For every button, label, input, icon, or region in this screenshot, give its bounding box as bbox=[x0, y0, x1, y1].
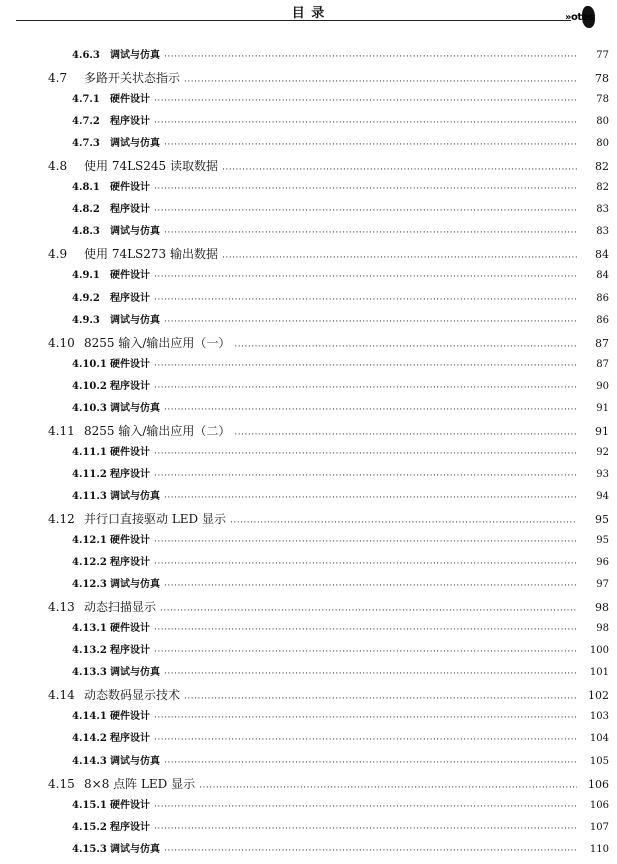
toc-entry-number: 4.8.1 bbox=[72, 182, 100, 194]
toc-entry-number: 4.8.2 bbox=[72, 204, 100, 216]
toc-entry-title: 多路开关状态指示 bbox=[84, 71, 181, 86]
toc-subsection-row[interactable] bbox=[0, 464, 609, 486]
toc-page-number: 104 bbox=[589, 733, 609, 745]
toc-page-number: 80 bbox=[596, 116, 609, 128]
toc-entry-number: 4.12.1 bbox=[72, 535, 107, 547]
toc-entry-title: 调试与仿真 bbox=[110, 314, 160, 326]
toc-page-number: 91 bbox=[595, 424, 609, 438]
toc-subsection-row[interactable] bbox=[0, 552, 609, 574]
toc-subsection-row[interactable] bbox=[0, 398, 609, 420]
toc-entry-title: 程序设计 bbox=[110, 380, 150, 392]
toc-entry-title: 8×8 点阵 LED 显示 bbox=[84, 776, 196, 791]
toc-page-number: 91 bbox=[596, 402, 609, 414]
toc-entry-number: 4.11 bbox=[48, 423, 75, 438]
toc-subsection-row[interactable] bbox=[0, 221, 609, 243]
toc-entry-title: 硬件设计 bbox=[110, 623, 150, 635]
toc-subsection-row[interactable] bbox=[0, 751, 609, 773]
toc-entry-number: 4.7.1 bbox=[72, 94, 100, 106]
toc-subsection-row[interactable] bbox=[0, 376, 609, 398]
toc-page-number: 90 bbox=[596, 380, 609, 392]
toc-dot-leader bbox=[154, 443, 577, 457]
toc-entry-title: 调试与仿真 bbox=[110, 50, 160, 61]
toc-section-row[interactable] bbox=[0, 420, 609, 442]
toc-entry-title: 调试与仿真 bbox=[110, 667, 160, 679]
toc-page-number: 110 bbox=[589, 843, 609, 855]
toc-entry-title: 调试与仿真 bbox=[110, 843, 160, 855]
toc-page-number: 103 bbox=[589, 711, 609, 723]
toc-page-number: 86 bbox=[596, 314, 609, 326]
toc-entry-number: 4.8.3 bbox=[72, 226, 100, 238]
toc-entry-title: 硬件设计 bbox=[110, 182, 150, 194]
toc-entry-title: 8255 输入/输出应用（二） bbox=[84, 423, 231, 438]
toc-section-row[interactable] bbox=[0, 155, 609, 177]
toc-subsection-row[interactable] bbox=[0, 618, 609, 640]
toc-subsection-row[interactable] bbox=[0, 89, 609, 111]
toc-page-number: 94 bbox=[596, 490, 609, 502]
toc-page-number: 83 bbox=[596, 204, 609, 216]
toc-page-number: 102 bbox=[588, 689, 609, 703]
page-title: 目 录 bbox=[291, 6, 326, 21]
toc-subsection-row[interactable] bbox=[0, 133, 609, 155]
toc-entry-title: 硬件设计 bbox=[110, 799, 150, 811]
toc-dot-leader bbox=[160, 598, 577, 612]
toc-page-number: 83 bbox=[596, 226, 609, 238]
toc-entry-title: 使用 74LS273 输出数据 bbox=[84, 247, 218, 262]
toc-entry-title: 硬件设计 bbox=[110, 535, 150, 547]
toc-dot-leader bbox=[154, 818, 577, 832]
toc-page-number: 97 bbox=[596, 579, 609, 591]
toc-dot-leader bbox=[154, 377, 577, 391]
toc-page-number: 82 bbox=[596, 182, 609, 194]
toc-subsection-row[interactable] bbox=[0, 795, 609, 817]
toc-entry-title: 调试与仿真 bbox=[110, 490, 160, 502]
toc-page-number: 101 bbox=[589, 667, 609, 679]
toc-entry-title: 硬件设计 bbox=[110, 446, 150, 458]
toc-entry-number: 4.15.2 bbox=[72, 821, 107, 833]
toc-dot-leader bbox=[234, 334, 577, 348]
toc-entry-number: 4.7.2 bbox=[72, 116, 100, 128]
toc-entry-title: 调试与仿真 bbox=[110, 138, 160, 150]
toc-subsection-row[interactable] bbox=[0, 706, 609, 728]
toc-entry-number: 4.14.2 bbox=[72, 733, 107, 745]
page-header bbox=[0, 0, 617, 24]
toc-page-number: 84 bbox=[596, 270, 609, 282]
toc-entry-number: 4.14.3 bbox=[72, 755, 107, 767]
toc-dot-leader bbox=[164, 399, 577, 413]
toc-entry-title: 硬件设计 bbox=[110, 358, 150, 370]
toc-entry-number: 4.12.2 bbox=[72, 557, 107, 569]
toc-dot-leader bbox=[164, 46, 577, 60]
toc-page-number: 98 bbox=[596, 623, 609, 635]
toc-subsection-row[interactable] bbox=[0, 442, 609, 464]
toc-dot-leader bbox=[154, 553, 577, 567]
toc-dot-leader bbox=[154, 200, 577, 214]
toc-entry-title: 程序设计 bbox=[110, 116, 150, 128]
toc-section-row[interactable] bbox=[0, 596, 609, 618]
toc-subsection-row[interactable] bbox=[0, 640, 609, 662]
toc-page-number: 84 bbox=[595, 248, 609, 262]
toc-entry-number: 4.10.3 bbox=[72, 402, 107, 414]
toc-entry-number: 4.15.1 bbox=[72, 799, 107, 811]
toc-entry-title: 调试与仿真 bbox=[110, 226, 160, 238]
toc-entry-number: 4.14 bbox=[48, 688, 75, 703]
toc-page-number: 78 bbox=[595, 72, 609, 86]
toc-dot-leader bbox=[164, 840, 577, 854]
toc-subsection-row[interactable] bbox=[0, 728, 609, 750]
toc-section-row[interactable] bbox=[0, 684, 609, 706]
toc-dot-leader bbox=[154, 90, 577, 104]
toc-dot-leader bbox=[164, 663, 577, 677]
toc-subsection-row[interactable] bbox=[0, 310, 609, 332]
toc-page-number: 80 bbox=[596, 138, 609, 150]
header-rule bbox=[16, 20, 571, 21]
toc-entry-number: 4.7 bbox=[48, 71, 68, 86]
toc-dot-leader bbox=[164, 752, 577, 766]
toc-entry-number: 4.13.2 bbox=[72, 645, 107, 657]
toc-subsection-row[interactable] bbox=[0, 288, 609, 310]
toc-entry-title: 硬件设计 bbox=[110, 94, 150, 106]
toc-page-number: 105 bbox=[589, 755, 609, 767]
toc-dot-leader bbox=[222, 157, 577, 171]
toc-page-number: 98 bbox=[595, 601, 609, 615]
toc-dot-leader bbox=[154, 641, 577, 655]
toc-entry-number: 4.9.2 bbox=[72, 292, 100, 304]
toc-page-number: 82 bbox=[595, 160, 609, 174]
toc-page-number: 86 bbox=[596, 292, 609, 304]
toc-subsection-row[interactable] bbox=[0, 530, 609, 552]
toc-dot-leader bbox=[164, 222, 577, 236]
toc-dot-leader bbox=[154, 531, 577, 545]
toc-dot-leader bbox=[154, 707, 577, 721]
toc-entry-number: 4.6.3 bbox=[72, 50, 100, 61]
toc-dot-leader bbox=[154, 619, 577, 633]
toc-subsection-row[interactable] bbox=[0, 199, 609, 221]
toc-entry-number: 4.14.1 bbox=[72, 711, 107, 723]
toc-page-number: 77 bbox=[596, 50, 609, 61]
toc-entry-number: 4.11.3 bbox=[72, 490, 107, 502]
toc-page-number: 93 bbox=[596, 468, 609, 480]
toc-dot-leader bbox=[234, 422, 577, 436]
toc-dot-leader bbox=[154, 729, 577, 743]
toc-subsection-row[interactable] bbox=[0, 354, 609, 376]
toc-dot-leader bbox=[164, 311, 577, 325]
toc-entry-number: 4.7.3 bbox=[72, 138, 100, 150]
toc-section-row[interactable] bbox=[0, 508, 609, 530]
toc-entry-number: 4.10.2 bbox=[72, 380, 107, 392]
toc-entry-number: 4.10.1 bbox=[72, 358, 107, 370]
toc-entry-title: 程序设计 bbox=[110, 821, 150, 833]
toc-page-number: 95 bbox=[595, 512, 609, 526]
toc-dot-leader bbox=[154, 178, 577, 192]
toc-entry-title: 硬件设计 bbox=[110, 711, 150, 723]
toc-page-number: 92 bbox=[596, 446, 609, 458]
toc-dot-leader bbox=[154, 796, 577, 810]
toc-entry-number: 4.15 bbox=[48, 776, 75, 791]
table-of-contents bbox=[0, 45, 617, 861]
toc-entry-title: 程序设计 bbox=[110, 557, 150, 569]
toc-entry-number: 4.12.3 bbox=[72, 579, 107, 591]
toc-page-number: 96 bbox=[596, 557, 609, 569]
toc-entry-number: 4.13.1 bbox=[72, 623, 107, 635]
toc-entry-number: 4.8 bbox=[48, 159, 68, 174]
toc-dot-leader bbox=[154, 289, 577, 303]
publisher-logo bbox=[565, 4, 607, 30]
toc-subsection-row[interactable] bbox=[0, 662, 609, 684]
toc-dot-leader bbox=[164, 134, 577, 148]
toc-entry-number: 4.10 bbox=[48, 335, 75, 350]
toc-dot-leader bbox=[154, 266, 577, 280]
toc-dot-leader bbox=[154, 465, 577, 479]
toc-entry-number: 4.13.3 bbox=[72, 667, 107, 679]
toc-page-number: 107 bbox=[589, 821, 609, 833]
toc-entry-title: 程序设计 bbox=[110, 733, 150, 745]
toc-entry-number: 4.9.3 bbox=[72, 314, 100, 326]
toc-page-number: 106 bbox=[588, 777, 609, 791]
toc-dot-leader bbox=[222, 245, 577, 259]
toc-entry-title: 程序设计 bbox=[110, 204, 150, 216]
toc-dot-leader bbox=[184, 69, 577, 83]
toc-page-number: 78 bbox=[596, 94, 609, 106]
toc-subsection-row[interactable] bbox=[0, 177, 609, 199]
toc-section-row[interactable] bbox=[0, 67, 609, 89]
toc-section-row[interactable] bbox=[0, 243, 609, 265]
toc-entry-number: 4.13 bbox=[48, 600, 75, 615]
toc-subsection-row[interactable] bbox=[0, 45, 609, 67]
toc-subsection-row[interactable] bbox=[0, 574, 609, 596]
toc-entry-title: 使用 74LS245 读取数据 bbox=[84, 159, 218, 174]
toc-page-number: 87 bbox=[595, 336, 609, 350]
toc-entry-title: 程序设计 bbox=[110, 645, 150, 657]
toc-entry-title: 动态数码显示技术 bbox=[84, 688, 181, 703]
toc-subsection-row[interactable] bbox=[0, 111, 609, 133]
toc-entry-title: 硬件设计 bbox=[110, 270, 150, 282]
toc-entry-title: 并行口直接驱动 LED 显示 bbox=[84, 511, 226, 526]
toc-section-row[interactable] bbox=[0, 332, 609, 354]
toc-dot-leader bbox=[154, 355, 577, 369]
toc-entry-title: 8255 输入/输出应用（一） bbox=[84, 335, 231, 350]
toc-entry-number: 4.11.1 bbox=[72, 446, 107, 458]
toc-entry-number: 4.9.1 bbox=[72, 270, 100, 282]
toc-dot-leader bbox=[184, 686, 577, 700]
toc-entry-number: 4.12 bbox=[48, 511, 75, 526]
toc-page-number: 87 bbox=[596, 358, 609, 370]
toc-page-number: 106 bbox=[589, 799, 609, 811]
toc-dot-leader bbox=[199, 775, 577, 789]
toc-entry-title: 调试与仿真 bbox=[110, 579, 160, 591]
toc-entry-number: 4.11.2 bbox=[72, 468, 107, 480]
toc-entry-title: 调试与仿真 bbox=[110, 755, 160, 767]
toc-page-number: 100 bbox=[589, 645, 609, 657]
toc-dot-leader bbox=[164, 575, 577, 589]
toc-subsection-row[interactable] bbox=[0, 486, 609, 508]
toc-entry-number: 4.9 bbox=[48, 247, 68, 262]
toc-dot-leader bbox=[230, 510, 577, 524]
toc-subsection-row[interactable] bbox=[0, 265, 609, 287]
toc-dot-leader bbox=[154, 112, 577, 126]
toc-section-row[interactable] bbox=[0, 773, 609, 795]
logo-text: »otes bbox=[565, 12, 594, 23]
toc-entry-title: 动态扫描显示 bbox=[84, 600, 157, 615]
toc-entry-number: 4.15.3 bbox=[72, 843, 107, 855]
toc-entry-title: 程序设计 bbox=[110, 468, 150, 480]
toc-dot-leader bbox=[164, 487, 577, 501]
toc-page-number: 95 bbox=[596, 535, 609, 547]
toc-entry-title: 调试与仿真 bbox=[110, 402, 160, 414]
toc-entry-title: 程序设计 bbox=[110, 292, 150, 304]
toc-subsection-row[interactable] bbox=[0, 839, 609, 861]
toc-subsection-row[interactable] bbox=[0, 817, 609, 839]
